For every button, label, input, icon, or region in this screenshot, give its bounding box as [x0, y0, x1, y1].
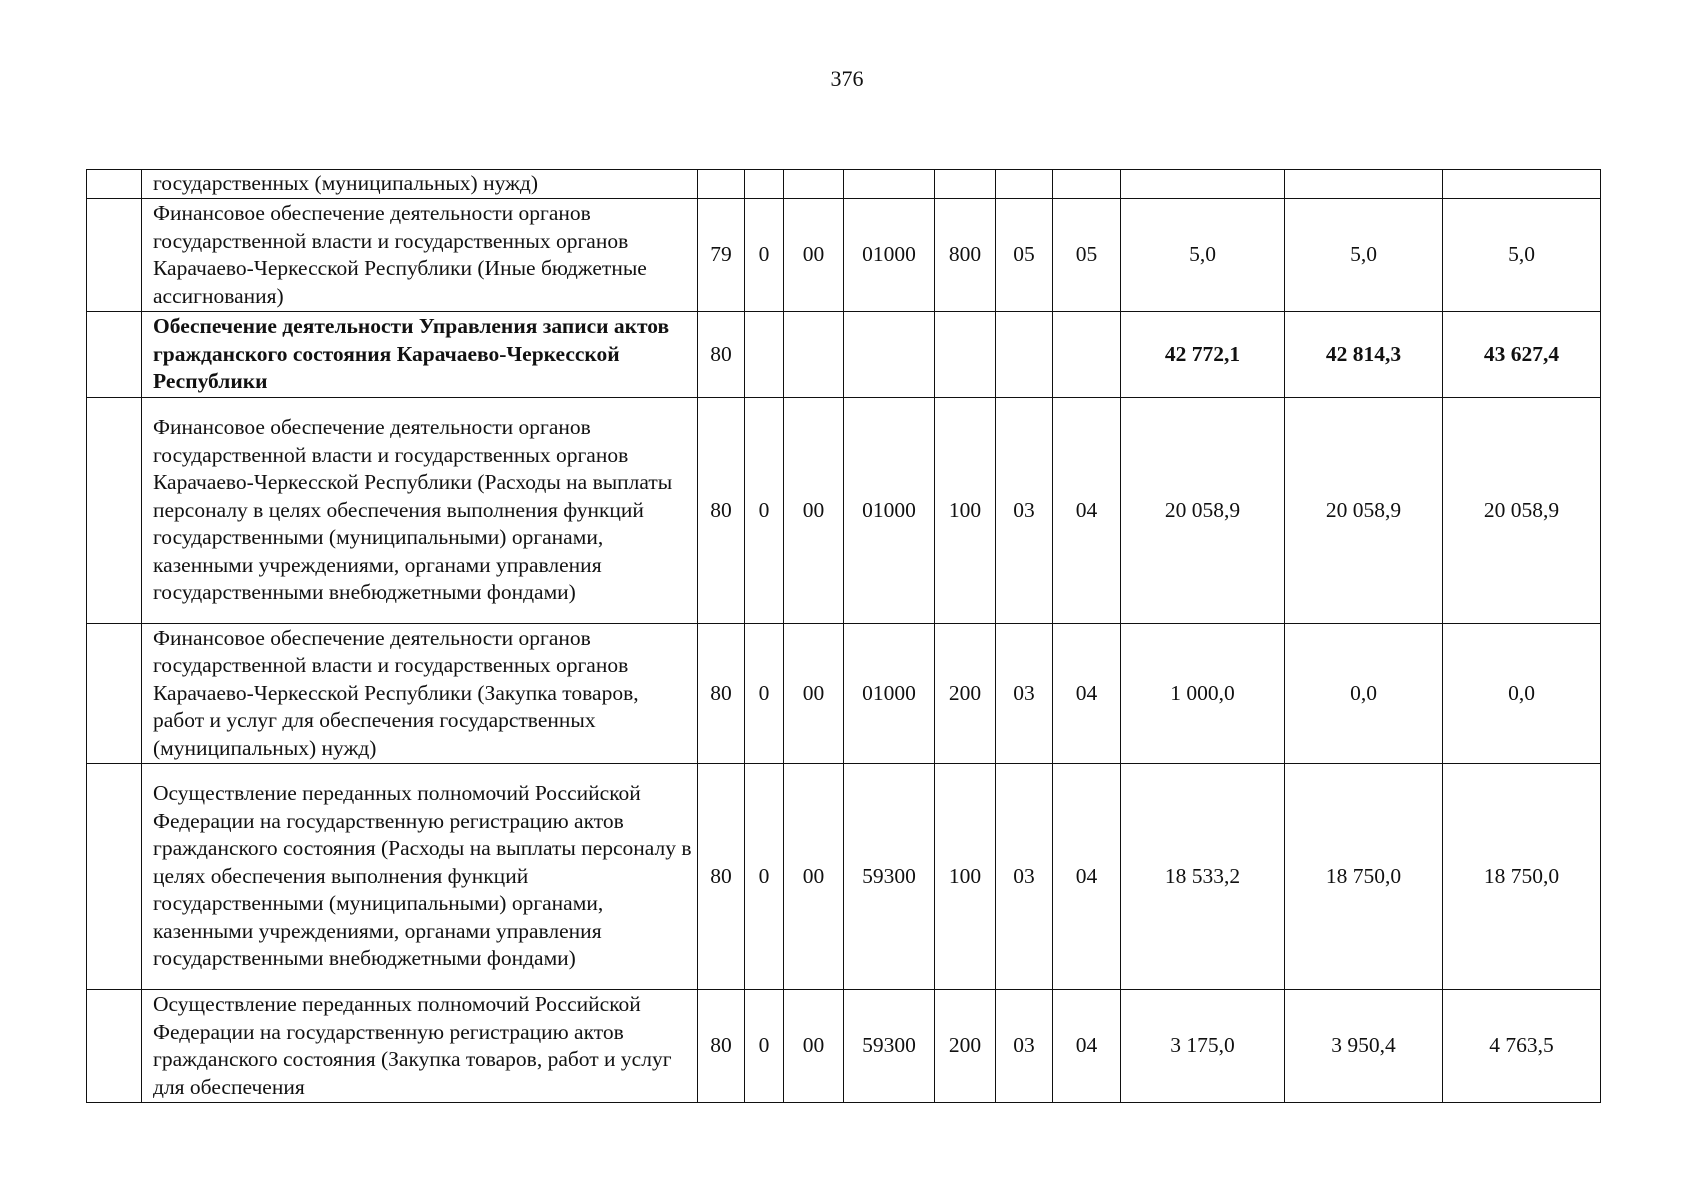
expense-type-cell: 200 [935, 990, 996, 1103]
amount-year-1: 1 000,0 [1121, 624, 1285, 764]
amount-year-3: 18 750,0 [1443, 764, 1601, 990]
amount-year-2: 0,0 [1285, 624, 1443, 764]
expense-name: Финансовое обеспечение деятельности органов государственной власти и государственных органов Карачаево-Черкесской Республики (Расходы на выплаты персоналу в целях обеспечения выполнения функций государственными (муниципальными) органами, казенными учреждениями, органами управления государственными внебюджетными фондами) [142, 398, 698, 624]
amount-year-2: 18 750,0 [1285, 764, 1443, 990]
table-row [87, 990, 1601, 1103]
row-index-cell [87, 764, 142, 990]
amount-year-3: 43 627,4 [1443, 312, 1601, 398]
section-cell: 03 [996, 398, 1053, 624]
amount-year-1: 18 533,2 [1121, 764, 1285, 990]
code-b-cell: 00 [784, 990, 844, 1103]
subsection-cell: 05 [1053, 199, 1121, 312]
amount-year-2: 20 058,9 [1285, 398, 1443, 624]
amount-year-2 [1285, 170, 1443, 199]
code-c-cell: 01000 [844, 398, 935, 624]
amount-year-1: 3 175,0 [1121, 990, 1285, 1103]
expense-type-cell: 100 [935, 764, 996, 990]
code-cell: 80 [698, 764, 745, 990]
code-cell [698, 170, 745, 199]
code-b-cell: 00 [784, 764, 844, 990]
code-c-cell [844, 170, 935, 199]
code-a-cell: 0 [745, 199, 784, 312]
code-c-cell [844, 312, 935, 398]
code-b-cell: 00 [784, 398, 844, 624]
row-index-cell [87, 312, 142, 398]
code-a-cell [745, 312, 784, 398]
row-index-cell [87, 199, 142, 312]
code-b-cell: 00 [784, 199, 844, 312]
code-a-cell: 0 [745, 624, 784, 764]
expense-name: Осуществление переданных полномочий Российской Федерации на государственную регистрацию актов гражданского состояния (Закупка товаров, работ и услуг для обеспечения [142, 990, 698, 1103]
code-cell: 80 [698, 990, 745, 1103]
amount-year-3: 5,0 [1443, 199, 1601, 312]
expense-type-cell: 200 [935, 624, 996, 764]
amount-year-1 [1121, 170, 1285, 199]
amount-year-3: 20 058,9 [1443, 398, 1601, 624]
table-row [87, 312, 1601, 398]
table-row [87, 764, 1601, 990]
section-cell: 03 [996, 990, 1053, 1103]
subsection-cell: 04 [1053, 764, 1121, 990]
code-cell: 80 [698, 398, 745, 624]
subsection-cell [1053, 170, 1121, 199]
amount-year-2: 42 814,3 [1285, 312, 1443, 398]
code-b-cell: 00 [784, 624, 844, 764]
code-c-cell: 01000 [844, 624, 935, 764]
row-index-cell [87, 624, 142, 764]
table-row [87, 199, 1601, 312]
code-b-cell [784, 170, 844, 199]
row-index-cell [87, 398, 142, 624]
section-cell [996, 170, 1053, 199]
amount-year-1: 5,0 [1121, 199, 1285, 312]
section-cell [996, 312, 1053, 398]
expense-name: Осуществление переданных полномочий Российской Федерации на государственную регистрацию актов гражданского состояния (Расходы на выплаты персоналу в целях обеспечения выполнения функций государственными (муниципальными) органами, казенными учреждениями, органами управления государственными внебюджетными фондами) [142, 764, 698, 990]
expense-name: государственных (муниципальных) нужд) [142, 170, 698, 199]
subsection-cell: 04 [1053, 990, 1121, 1103]
code-c-cell: 59300 [844, 990, 935, 1103]
expense-name: Финансовое обеспечение деятельности органов государственной власти и государственных органов Карачаево-Черкесской Республики (Иные бюджетные ассигнования) [142, 199, 698, 312]
section-cell: 03 [996, 624, 1053, 764]
code-c-cell: 01000 [844, 199, 935, 312]
table-row [87, 170, 1601, 199]
amount-year-3: 4 763,5 [1443, 990, 1601, 1103]
code-a-cell: 0 [745, 990, 784, 1103]
table-row [87, 398, 1601, 624]
code-b-cell [784, 312, 844, 398]
subsection-cell: 04 [1053, 398, 1121, 624]
row-index-cell [87, 170, 142, 199]
subsection-cell: 04 [1053, 624, 1121, 764]
code-cell: 80 [698, 624, 745, 764]
code-c-cell: 59300 [844, 764, 935, 990]
code-cell: 80 [698, 312, 745, 398]
expense-type-cell [935, 312, 996, 398]
amount-year-1: 42 772,1 [1121, 312, 1285, 398]
code-cell: 79 [698, 199, 745, 312]
amount-year-3: 0,0 [1443, 624, 1601, 764]
code-a-cell: 0 [745, 764, 784, 990]
code-a-cell: 0 [745, 398, 784, 624]
subsection-cell [1053, 312, 1121, 398]
amount-year-1: 20 058,9 [1121, 398, 1285, 624]
row-index-cell [87, 990, 142, 1103]
page-number: 376 [830, 66, 864, 91]
section-cell: 05 [996, 199, 1053, 312]
table-row [87, 624, 1601, 764]
expense-name: Финансовое обеспечение деятельности органов государственной власти и государственных органов Карачаево-Черкесской Республики (Закупка товаров, работ и услуг для обеспечения государственных (муниципальных) нужд) [142, 624, 698, 764]
code-a-cell [745, 170, 784, 199]
amount-year-3 [1443, 170, 1601, 199]
budget-table [86, 169, 1601, 1103]
expense-name: Обеспечение деятельности Управления записи актов гражданского состояния Карачаево-Черкесской Республики [142, 312, 698, 398]
expense-type-cell [935, 170, 996, 199]
amount-year-2: 5,0 [1285, 199, 1443, 312]
expense-type-cell: 800 [935, 199, 996, 312]
expense-type-cell: 100 [935, 398, 996, 624]
section-cell: 03 [996, 764, 1053, 990]
amount-year-2: 3 950,4 [1285, 990, 1443, 1103]
